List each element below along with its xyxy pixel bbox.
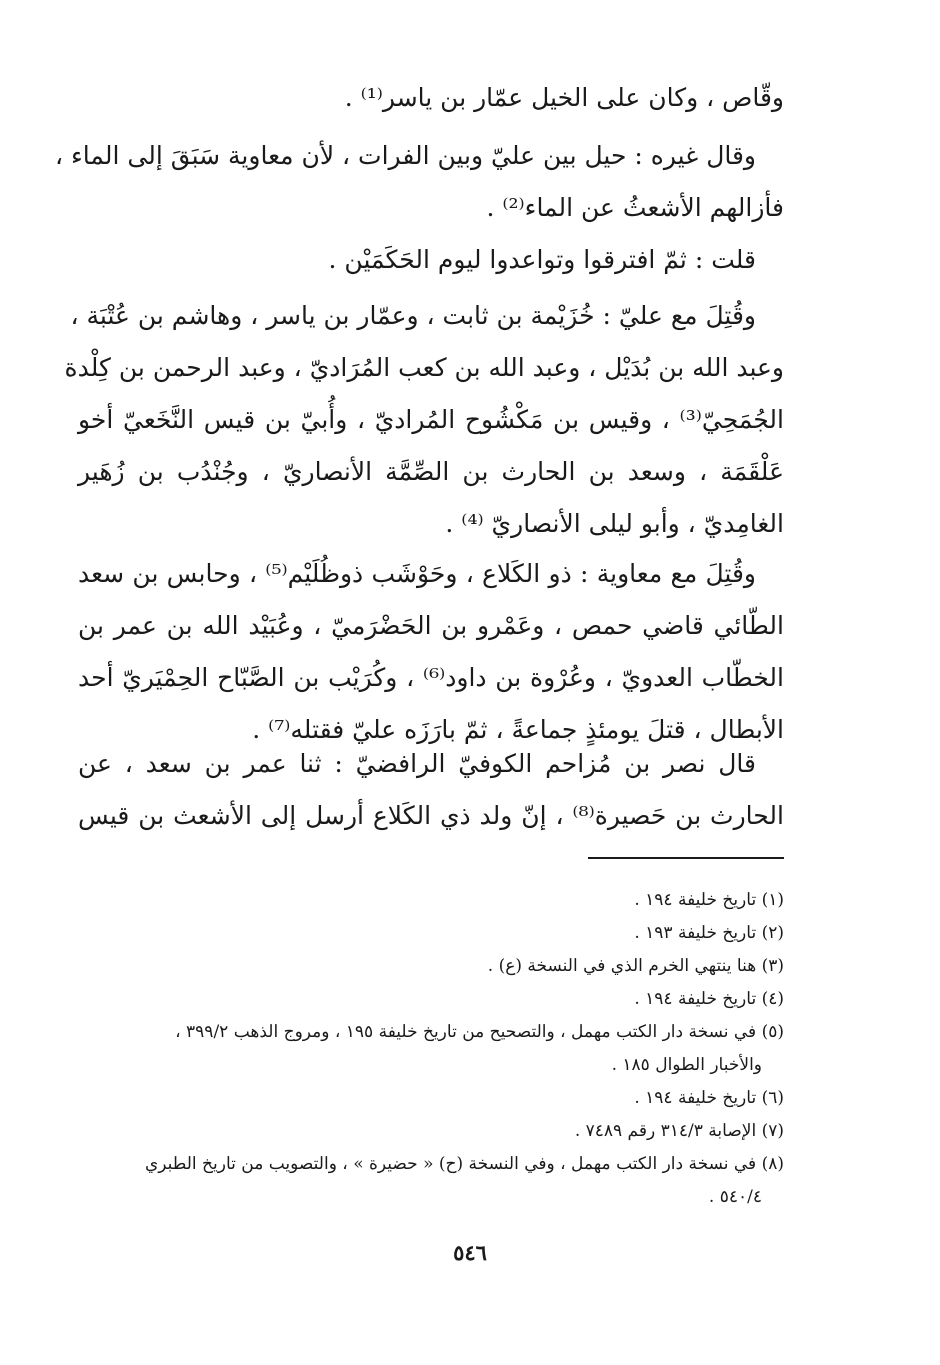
text-line: وقُتِلَ مع معاوية : ذو الكَلاع ، وحَوْشَب ذوظُلَيْم⁽⁵⁾ ، وحابس بن سعد [78, 559, 756, 588]
footnotes [78, 884, 784, 1214]
footnote-7: (٧) الإصابة ٣١٤/٣ رقم ٧٤٨٩ . [574, 1121, 784, 1141]
text-line: عَلْقَمَة ، وسعد بن الحارث بن الصِّمَّة الأنصاريّ ، وجُنْدُب بن زُهَير [78, 457, 784, 486]
footnote-2: (٢) تاريخ خليفة ١٩٣ . [634, 923, 784, 943]
text-line: قال نصر بن مُزاحم الكوفيّ الرافضيّ : ثنا عمر بن سعد ، عن [78, 749, 756, 778]
text-line: الحارث بن حَصيرة⁽⁸⁾ ، إنّ ولد ذي الكَلاع أرسل إلى الأشعث بن قيس [78, 801, 784, 830]
paragraph-6 [78, 738, 784, 842]
text-line: وقّاص ، وكان على الخيل عمّار بن ياسر⁽¹⁾ . [344, 83, 784, 112]
text-line: الغامِديّ ، وأبو ليلى الأنصاريّ ⁽⁴⁾ . [445, 509, 784, 538]
text-line: وعبد الله بن بُدَيْل ، وعبد الله بن كعب المُرَاديّ ، وعبد الرحمن بن كِلْدة [64, 353, 784, 382]
paragraph-2 [55, 130, 784, 234]
footnote-separator [588, 857, 784, 859]
footnote-3: (٣) هنا ينتهي الخرم الذي في النسخة (ع) . [487, 956, 784, 976]
footnote-5: (٥) في نسخة دار الكتب مهمل ، والتصحيح من تاريخ خليفة ١٩٥ ، ومروج الذهب ٣٩٩/٢ ، والأخبار الطوال ١٨٥ . [78, 1016, 784, 1082]
footnote-8-continuation: ٥٤٠/٤ . [708, 1187, 762, 1207]
text-line: فأزالهم الأشعثُ عن الماء⁽²⁾ . [486, 193, 784, 222]
paragraph-5 [78, 548, 784, 756]
paragraph-4 [64, 290, 784, 550]
paragraph-3 [78, 234, 784, 286]
footnote-1: (١) تاريخ خليفة ١٩٤ . [634, 890, 784, 910]
footnote-4: (٤) تاريخ خليفة ١٩٤ . [634, 989, 784, 1009]
text-line: الجُمَحِيّ⁽³⁾ ، وقيس بن مَكْشُوح المُراديّ ، وأُبيّ بن قيس النَّخَعيّ أخو [78, 405, 784, 434]
footnote-8: (٨) في نسخة دار الكتب مهمل ، وفي النسخة (ح) « حضيرة » ، والتصويب من تاريخ الطبري ٥٤٠/٤ . [78, 1148, 784, 1214]
footnote-5-continuation: والأخبار الطوال ١٨٥ . [611, 1055, 762, 1075]
text-line: الخطّاب العدويّ ، وعُرْوة بن داود⁽⁶⁾ ، وكُرَيْب بن الصَّبّاح الحِمْيَريّ أحد [78, 663, 784, 692]
text-line: وقُتِلَ مع عليّ : خُزَيْمة بن ثابت ، وعمّار بن ياسر ، وهاشم بن عُتْبَة ، [70, 301, 756, 330]
text-line: قلت : ثمّ افترقوا وتواعدوا ليوم الحَكَمَيْن . [328, 245, 756, 274]
page-number: ٥٤٦ [453, 1240, 487, 1265]
text-line: الطّائي قاضي حمص ، وعَمْرو بن الحَضْرَميّ ، وعُبَيْد الله بن عمر بن [78, 611, 784, 640]
paragraph-1 [78, 72, 784, 124]
text-line: وقال غيره : حيل بين عليّ وبين الفرات ، لأن معاوية سَبَقَ إلى الماء ، [55, 141, 756, 170]
footnote-6: (٦) تاريخ خليفة ١٩٤ . [634, 1088, 784, 1108]
text-line: الأبطال ، قتلَ يومئذٍ جماعةً ، ثمّ بارَزَه عليّ فقتله⁽⁷⁾ . [252, 715, 784, 744]
